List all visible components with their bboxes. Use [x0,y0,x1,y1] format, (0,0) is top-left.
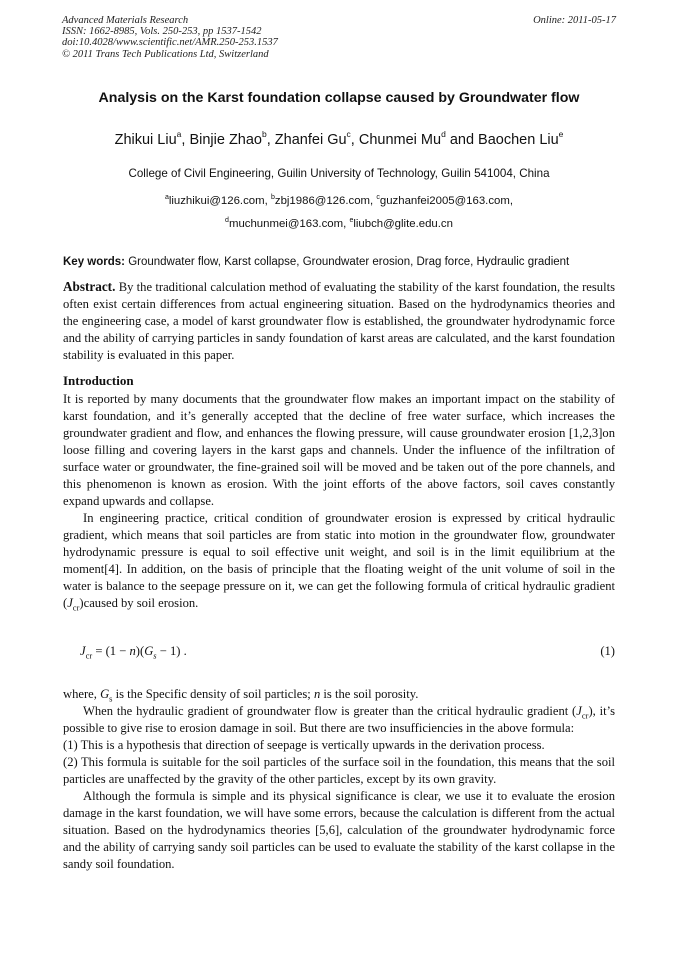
keywords-text: Groundwater flow, Karst collapse, Groundwater erosion, Drag force, Hydraulic gradient [128,256,570,268]
keywords-label: Key words: [63,256,125,268]
author-mark: b [262,129,267,139]
paragraph-text: When the hydraulic gradient of groundwater flow is greater than the critical hydraulic gradient ( [83,704,577,718]
email-address[interactable]: zbj1986@126.com [274,195,371,207]
paragraph-text: where, [63,687,101,701]
online-date: Online: 2011-05-17 [533,15,616,26]
abstract-label: Abstract. [63,279,116,294]
author-name: Baochen Liu [478,132,559,148]
symbol-n: n [313,687,321,701]
introduction-body [63,391,615,612]
author-name: Zhikui Liu [114,132,177,148]
symbol-sub: cr [581,710,589,721]
paragraph-text: is the soil porosity. [320,687,419,701]
eq-symbol: J [80,644,86,658]
symbol-j: J [576,704,582,718]
issn-line: ISSN: 1662-8985, Vols. 250-253, pp 1537-1542 [62,26,262,38]
eq-part: − 1) . [156,644,187,658]
paragraph-text: is the Specific density of soil particles; [112,687,314,701]
paragraph [63,510,615,612]
equation [80,644,187,659]
doi-line: doi:10.4028/www.scientific.net/AMR.250-253.1537 [62,37,278,49]
abstract-text: By the traditional calculation method of evaluating the stability of the karst foundation, the results often exist certain differences from actual engineering situation. Based on the hydrodynamics theories and the engineering case, a model of karst groundwater flow is established, the groundwater hydrodynamic force and the ability of carrying particles in sandy foundation of karst areas are calculated, and the karst foundation stability is evaluated in this paper. [63,280,615,362]
email-mark: d [225,217,229,224]
paragraph [63,686,615,703]
eq-part: )( [135,644,145,658]
email-mark: a [164,194,169,201]
symbol-j: J [67,596,73,610]
email-line: $^d$muchunmei@163.com, $^e$liubch@glite.edu.cn [225,217,453,230]
paragraph-text: In engineering practice, critical condition of groundwater erosion is expressed by critical hydraulic gradient, which means that soil particles are from static into motion in the groundwater flow, groundwater hydrodynamic pressure is equal to soil effective unit weight, and soil is in the limit equilibrium at the moment[4]. In addition, on the basis of principle that the floating weight of the unit volume of soil in the water is balance to the seepage pressure on it, we can get the following formula of critical hydraulic gradient ( [63,511,615,610]
author-name: Binjie Zhao [189,132,262,148]
eq-part: = (1 − [92,644,130,658]
journal-name: Advanced Materials Research [62,15,189,26]
equation-number: (1) [600,644,615,658]
email-line: $^a$liuzhikui@126.com, $^b$zbj1986@126.com, $^c$guzhanfei2005@163.com, [164,194,514,207]
section-heading-introduction: Introduction [63,373,134,388]
list-item: (1) This is a hypothesis that direction of seepage is vertically upwards in the derivation process. [63,738,545,752]
email-mark: c [376,194,380,201]
abstract [63,278,615,364]
email-address[interactable]: guzhanfei2005@163.com [379,195,510,207]
author-name: Zhanfei Gu [274,132,347,148]
eq-symbol: n [129,644,136,658]
email-mark: e [349,217,354,224]
symbol-g: G [100,687,110,701]
email-mark: b [270,194,275,201]
separator: and [445,132,479,148]
eq-symbol: G [144,644,154,658]
copyright-line: © 2011 Trans Tech Publications Ltd, Switzerland [62,48,269,60]
author-list [0,129,678,148]
list-item: (2) This formula is suitable for the soil particles of the surface soil in the foundation, this means that the soil particles are unaffected by the gravity of the other particles, except by its own gravity. [63,755,615,786]
eq-sub: cr [85,650,93,661]
keywords [63,256,615,268]
symbol-sub: s [109,693,113,704]
email-address[interactable]: liubch@glite.edu.cn [353,218,453,230]
separator: , [350,132,359,148]
paragraph [63,703,615,737]
email-address[interactable]: muchunmei@163.com [228,218,344,230]
separator: , [266,132,275,148]
paragraph: It is reported by many documents that the groundwater flow makes an important impact on the stability of karst foundation, and it’s generally accepted that the decline of free water surface, which increases the groundwater gradient and flow, and enhances the flowing pressure, will cause groundwater erosion [1,2,3]on loose filling and covering layers in the karst gaps and channels. Under the influence of the infiltration of surface water or groundwater, the fine-grained soil will be moved and be taken out of the pore channels, and this phenomenon is known as erosion. With the joint efforts of the above factors, soil caves constantly expand upwards and collapse. [63,392,615,508]
author-mark: c [346,129,351,139]
email-address[interactable]: liuzhikui@126.com [168,195,265,207]
author-mark: a [176,129,182,139]
eq-sub: s [153,650,157,661]
post-equation-body [63,686,615,873]
paragraph: Although the formula is simple and its physical significance is clear, we use it to evaluate the erosion damage in the karst foundation, we will have some errors, because the calculation is different from the actual situation. Based on the hydrodynamics theories [5,6], calculation of the groundwater hydrodynamic force and the ability of carrying sandy soil particles can be used to evaluate the stability of the karst collapse in the sandy soil foundation. [63,789,615,871]
author-name: Chunmei Mu [358,132,442,148]
paragraph-text: )caused by soil erosion. [79,596,199,610]
paper-title: Analysis on the Karst foundation collapse caused by Groundwater flow [98,90,580,106]
paragraph-text: ), it’s possible to give rise to erosion damage in soil. But there are two insufficiencies in the above formula: [63,704,616,735]
journal-header [62,15,278,60]
author-mark: e [558,129,564,139]
author-mark: d [441,129,446,139]
affiliation: College of Civil Engineering, Guilin University of Technology, Guilin 541004, China [128,167,550,180]
separator: , [181,132,190,148]
symbol-sub: cr [72,602,80,613]
